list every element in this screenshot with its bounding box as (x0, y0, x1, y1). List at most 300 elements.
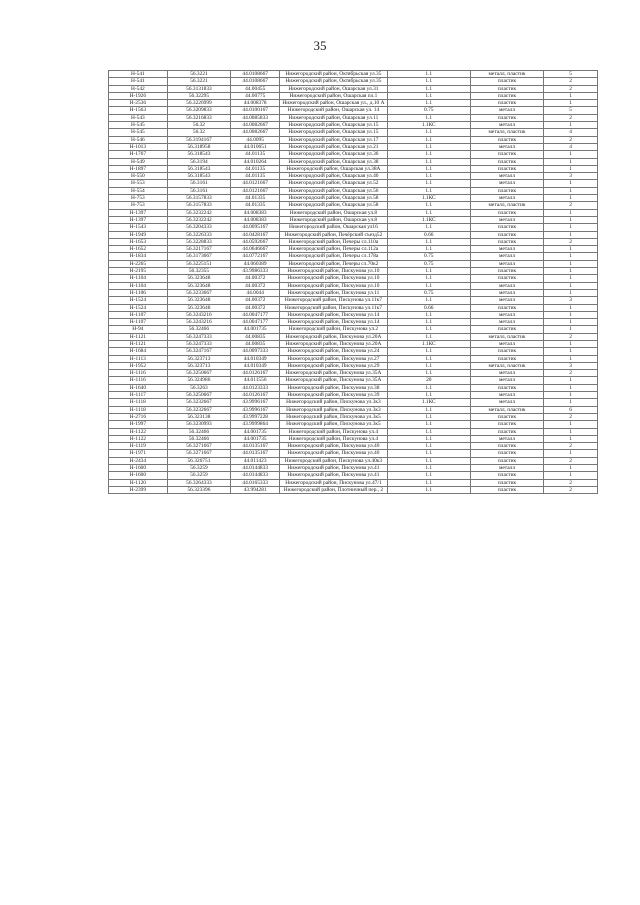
volume-cell: 0.75 (387, 289, 470, 296)
count-cell: 5 (544, 107, 598, 114)
site-id-cell: Н-1897 (109, 165, 168, 172)
volume-cell: 1.1 (387, 209, 470, 216)
table-row (109, 136, 598, 143)
table-row (109, 472, 598, 479)
volume-cell: 1.1 (387, 202, 470, 209)
site-id-cell: Н-546 (109, 136, 168, 143)
address-cell: Нижегородский район, Пискунова ул.10 (280, 275, 388, 282)
site-id-cell: Н-1997 (109, 421, 168, 428)
volume-cell: 1.1 (387, 355, 470, 362)
material-cell: металл, пластик (470, 362, 543, 369)
address-cell: Нижегородский район, Пискунова ул.35А (280, 370, 388, 377)
material-cell: металл (470, 297, 543, 304)
volume-cell: 1.1 (387, 370, 470, 377)
volume-cell: 1.1КС (387, 195, 470, 202)
longitude-cell: 44.0428167 (231, 231, 280, 238)
site-id-cell: Н-1107 (109, 319, 168, 326)
site-id-cell: Н-1600 (109, 472, 168, 479)
count-cell: 1 (544, 450, 598, 457)
table-row (109, 165, 598, 172)
volume-cell: 1.1 (387, 143, 470, 150)
count-cell: 1 (544, 268, 598, 275)
longitude-cell: 44.0592667 (231, 238, 280, 245)
material-cell: пластик (470, 275, 543, 282)
site-id-cell: Н-1524 (109, 297, 168, 304)
material-cell: пластик (470, 187, 543, 194)
count-cell: 1 (544, 421, 598, 428)
count-cell: 1 (544, 151, 598, 158)
material-cell: металл, пластик (470, 71, 543, 78)
latitude-cell: 56.3264333 (167, 479, 231, 486)
volume-cell: 1.1 (387, 187, 470, 194)
count-cell: 4 (544, 143, 598, 150)
address-cell: Нижегородский район, Пискунова ул.10 (280, 282, 388, 289)
material-cell: пластик (470, 85, 543, 92)
material-cell: пластик (470, 238, 543, 245)
latitude-cell: 56.3271667 (167, 443, 231, 450)
address-cell: Нижегородский район, Печёрский съезд52 (280, 231, 388, 238)
address-cell: Нижегородский район, Пискунова ул.11 (280, 289, 388, 296)
table-row (109, 443, 598, 450)
volume-cell: 1.1 (387, 78, 470, 85)
address-cell: Нижегородский район, Ошарская ул.31 (280, 85, 388, 92)
site-id-cell: Н-1600 (109, 465, 168, 472)
address-cell: Нижегородский район, Пискунова ул.4 (280, 435, 388, 442)
site-id-cell: Н-1106 (109, 289, 168, 296)
material-cell: металл (470, 253, 543, 260)
site-id-cell: Н-1834 (109, 253, 168, 260)
count-cell: 6 (544, 406, 598, 413)
material-cell: металл (470, 282, 543, 289)
table-row (109, 297, 598, 304)
latitude-cell: 56.3161 (167, 187, 231, 194)
table-row (109, 399, 598, 406)
material-cell: пластик (470, 355, 543, 362)
table-row (109, 173, 598, 180)
address-cell: Нижегородский район, Ошарская ул.8 (280, 209, 388, 216)
table-row (109, 260, 598, 267)
latitude-cell: 56.32 (167, 122, 231, 129)
count-cell: 2 (544, 333, 598, 340)
count-cell: 1 (544, 392, 598, 399)
address-cell: Нижегородский район, Пискунова ул.29 (280, 362, 388, 369)
count-cell: 1 (544, 209, 598, 216)
material-cell: пластик (470, 384, 543, 391)
site-id-cell: Н-1118 (109, 406, 168, 413)
site-id-cell: Н-2265 (109, 260, 168, 267)
site-id-cell: Н-1013 (109, 143, 168, 150)
address-cell: Нижегородский район, Пискунова ул.3к3 (280, 399, 388, 406)
material-cell: металл (470, 319, 543, 326)
count-cell: 1 (544, 282, 598, 289)
volume-cell: 1.1 (387, 100, 470, 107)
table-row (109, 362, 598, 369)
address-cell: Нижегородский район, Печеры сл.70к2 (280, 260, 388, 267)
latitude-cell: 56.323713 (167, 362, 231, 369)
volume-cell: 1.1 (387, 465, 470, 472)
table-row (109, 107, 598, 114)
site-id-cell: Н-1107 (109, 311, 168, 318)
material-cell: пластик (470, 268, 543, 275)
longitude-cell: 44.0100167 (231, 107, 280, 114)
material-cell: пластик (470, 413, 543, 420)
volume-cell: 0.75 (387, 260, 470, 267)
material-cell: металл (470, 465, 543, 472)
count-cell: 1 (544, 377, 598, 384)
volume-cell: 1.1 (387, 246, 470, 253)
latitude-cell: 56.3228833 (167, 238, 231, 245)
table-row (109, 209, 598, 216)
count-cell: 1 (544, 100, 598, 107)
latitude-cell: 56.3233667 (167, 289, 231, 296)
latitude-cell: 56.3204333 (167, 224, 231, 231)
volume-cell: 1.1 (387, 114, 470, 121)
page-number: 35 (313, 38, 327, 53)
address-cell: Нижегородский район, Ошарская ул. 14 (280, 107, 388, 114)
longitude-cell: 44.001735 (231, 326, 280, 333)
volume-cell: 1.1 (387, 319, 470, 326)
count-cell: 1 (544, 158, 598, 165)
table-row (109, 465, 598, 472)
container-sites-table (108, 70, 598, 494)
latitude-cell: 56.323648 (167, 282, 231, 289)
address-cell: Нижегородский район, Пискунова ул.27 (280, 355, 388, 362)
longitude-cell: 44.0772167 (231, 253, 280, 260)
address-cell: Нижегородский район, Ошарская пл.1 (280, 92, 388, 99)
address-cell: Нижегородский район, Пискунова ул.3к5 (280, 413, 388, 420)
material-cell: металл (470, 216, 543, 223)
longitude-cell: 44.010264 (231, 158, 280, 165)
count-cell: 2 (544, 479, 598, 486)
latitude-cell: 56.3131833 (167, 85, 231, 92)
count-cell: 1 (544, 260, 598, 267)
address-cell: Нижегородский район, Пискунова ул.35А (280, 377, 388, 384)
site-id-cell: Н-1104 (109, 275, 168, 282)
count-cell: 1 (544, 275, 598, 282)
address-cell: Нижегородский район, Пискунова ул.3к3 (280, 406, 388, 413)
site-id-cell: Н-753 (109, 195, 168, 202)
volume-cell: 1.1 (387, 85, 470, 92)
latitude-cell: 56.3225151 (167, 260, 231, 267)
longitude-cell: 44.01335 (231, 202, 280, 209)
site-id-cell: Н-541 (109, 78, 168, 85)
volume-cell: 1.1 (387, 158, 470, 165)
site-id-cell: Н-1767 (109, 151, 168, 158)
longitude-cell: 44.060389 (231, 260, 280, 267)
table-row (109, 85, 598, 92)
address-cell: Нижегородский район, Октябрьская ул.35 (280, 78, 388, 85)
longitude-cell: 44.0044 (231, 289, 280, 296)
address-cell: Нижегородский район, Пискунова ул.10 (280, 268, 388, 275)
count-cell: 1 (544, 399, 598, 406)
site-id-cell: Н-1119 (109, 443, 168, 450)
material-cell: пластик (470, 224, 543, 231)
latitude-cell: 56.323713 (167, 355, 231, 362)
volume-cell: 1.1 (387, 173, 470, 180)
site-id-cell: Н-1104 (109, 282, 168, 289)
address-cell: Нижегородский район, Пискунова ул.20А (280, 333, 388, 340)
site-id-cell: Н-1122 (109, 428, 168, 435)
address-cell: Нижегородский район, Октябрьская ул.35 (280, 71, 388, 78)
table-row (109, 129, 598, 136)
site-id-cell: Н-1949 (109, 231, 168, 238)
volume-cell: 1.1 (387, 268, 470, 275)
count-cell: 1 (544, 326, 598, 333)
longitude-cell: 44.0646667 (231, 246, 280, 253)
volume-cell: 1.1 (387, 450, 470, 457)
volume-cell: 1.1 (387, 413, 470, 420)
latitude-cell: 56.323138 (167, 413, 231, 420)
address-cell: Нижегородский район, Ошарская ул.11 (280, 114, 388, 121)
address-cell: Нижегородский район, Пискунова ул.47/1 (280, 479, 388, 486)
count-cell: 2 (544, 136, 598, 143)
count-cell: 1 (544, 180, 598, 187)
longitude-cell: 44.00835 (231, 340, 280, 347)
table-row (109, 100, 598, 107)
site-id-cell: Н-1524 (109, 304, 168, 311)
address-cell: Нижегородский район, Пискунова ул.40 (280, 450, 388, 457)
address-cell: Нижегородский район, Пискунова ул.41 (280, 465, 388, 472)
table-row (109, 377, 598, 384)
longitude-cell: 44.01135 (231, 173, 280, 180)
longitude-cell: 44.0123333 (231, 384, 280, 391)
address-cell: Нижегородский район, Ошарская ул.38А (280, 165, 388, 172)
table-row (109, 114, 598, 121)
latitude-cell: 56.3161 (167, 180, 231, 187)
longitude-cell: 44.0121667 (231, 187, 280, 194)
table-row (109, 246, 598, 253)
longitude-cell: 44.0095167 (231, 224, 280, 231)
table-row (109, 122, 598, 129)
material-cell: металл (470, 340, 543, 347)
latitude-cell: 56.3250667 (167, 370, 231, 377)
table-row (109, 151, 598, 158)
latitude-cell: 56.32466 (167, 428, 231, 435)
latitude-cell: 56.3194 (167, 158, 231, 165)
address-cell: Нижегородский район, Пискунова ул.11к7 (280, 304, 388, 311)
address-cell: Нижегородский район, Ошарская ул.58 (280, 195, 388, 202)
longitude-cell: 44.0097333 (231, 348, 280, 355)
count-cell: 1 (544, 253, 598, 260)
count-cell: 1 (544, 246, 598, 253)
site-id-cell: Н-541 (109, 71, 168, 78)
count-cell: 1 (544, 428, 598, 435)
latitude-cell: 56.32355 (167, 268, 231, 275)
count-cell: 1 (544, 311, 598, 318)
latitude-cell: 56.3157833 (167, 202, 231, 209)
latitude-cell: 56.3226999 (167, 100, 231, 107)
site-id-cell: Н-2434 (109, 457, 168, 464)
address-cell: Нижегородский район, Ошарская ул.36 (280, 151, 388, 158)
site-id-cell: Н-1116 (109, 377, 168, 384)
table-row (109, 340, 598, 347)
volume-cell: 1.1 (387, 472, 470, 479)
material-cell: пластик (470, 457, 543, 464)
latitude-cell: 56.3226333 (167, 231, 231, 238)
volume-cell: 1.1 (387, 136, 470, 143)
site-id-cell: Н-1653 (109, 238, 168, 245)
material-cell: пластик (470, 231, 543, 238)
longitude-cell: 44.00372 (231, 275, 280, 282)
material-cell: металл, пластик (470, 333, 543, 340)
address-cell: Нижегородский район, Ошарская ул.38 (280, 158, 388, 165)
site-id-cell: Н-1113 (109, 355, 168, 362)
latitude-cell: 56.318543 (167, 151, 231, 158)
material-cell: металл (470, 399, 543, 406)
count-cell: 1 (544, 340, 598, 347)
latitude-cell: 56.3232667 (167, 406, 231, 413)
table-row (109, 413, 598, 420)
count-cell: 2 (544, 413, 598, 420)
address-cell: Нижегородский район, Пискунова ул.11к7 (280, 297, 388, 304)
longitude-cell: 44.00455 (231, 85, 280, 92)
latitude-cell: 56.3271667 (167, 450, 231, 457)
material-cell: пластик (470, 92, 543, 99)
volume-cell: 0.75 (387, 107, 470, 114)
latitude-cell: 56.3157833 (167, 195, 231, 202)
address-cell: Нижегородский район, Пискунова ул.3к5 (280, 421, 388, 428)
longitude-cell: 44.001735 (231, 435, 280, 442)
count-cell: 2 (544, 114, 598, 121)
longitude-cell: 44.010349 (231, 362, 280, 369)
material-cell: пластик (470, 348, 543, 355)
volume-cell: 1.1 (387, 71, 470, 78)
volume-cell: 1.1 (387, 151, 470, 158)
count-cell: 1 (544, 319, 598, 326)
count-cell: 1 (544, 384, 598, 391)
site-id-cell: Н-1116 (109, 370, 168, 377)
table-row (109, 92, 598, 99)
volume-cell: 1.1 (387, 224, 470, 231)
table-row (109, 238, 598, 245)
material-cell: пластик (470, 136, 543, 143)
volume-cell: 1.1 (387, 443, 470, 450)
volume-cell: 0.66 (387, 304, 470, 311)
table-row (109, 143, 598, 150)
table-row (109, 216, 598, 223)
latitude-cell: 56.32466 (167, 326, 231, 333)
longitude-cell: 44.0047177 (231, 319, 280, 326)
table-row (109, 304, 598, 311)
address-cell: Нижегородский район, Печеры сл.110а (280, 238, 388, 245)
table-row (109, 268, 598, 275)
material-cell: пластик (470, 209, 543, 216)
material-cell: металл (470, 180, 543, 187)
latitude-cell: 56.3263 (167, 384, 231, 391)
volume-cell: 1.1 (387, 129, 470, 136)
site-id-cell: Н-1543 (109, 224, 168, 231)
address-cell: Нижегородский район, Ошарская ул.17 (280, 136, 388, 143)
volume-cell: 20 (387, 377, 470, 384)
count-cell: 1 (544, 465, 598, 472)
site-id-cell: Н-1118 (109, 399, 168, 406)
longitude-cell: 43.9997228 (231, 413, 280, 420)
table-row (109, 384, 598, 391)
site-id-cell: Н-2195 (109, 268, 168, 275)
longitude-cell: 44.00372 (231, 297, 280, 304)
address-cell: Нижегородский район, Печеры сл.112а (280, 246, 388, 253)
address-cell: Нижегородский район, Пискунова ул.39 (280, 392, 388, 399)
count-cell: 2 (544, 202, 598, 209)
count-cell: 1 (544, 122, 598, 129)
count-cell: 1 (544, 216, 598, 223)
material-cell: металл (470, 260, 543, 267)
volume-cell: 1.1КС (387, 122, 470, 129)
material-cell: пластик (470, 78, 543, 85)
count-cell: 1 (544, 195, 598, 202)
table-row (109, 187, 598, 194)
latitude-cell: 56.32 (167, 129, 231, 136)
longitude-cell: 44.00835 (231, 333, 280, 340)
address-cell: Нижегородский район, Ошарская ул.40 (280, 173, 388, 180)
address-cell: Нижегородский район, Пискунова ул.24 (280, 348, 388, 355)
longitude-cell: 44.0047177 (231, 311, 280, 318)
material-cell: металл (470, 377, 543, 384)
count-cell: 3 (544, 173, 598, 180)
volume-cell: 1.1КС (387, 340, 470, 347)
address-cell: Нижегородский район, Ошарская ул., д.10 А (280, 100, 388, 107)
longitude-cell: 44.00372 (231, 304, 280, 311)
material-cell: металл (470, 370, 543, 377)
table-row (109, 457, 598, 464)
latitude-cell: 56.3230993 (167, 421, 231, 428)
longitude-cell: 44.0085833 (231, 114, 280, 121)
address-cell: Нижегородский район, Пискунова ул.2 (280, 326, 388, 333)
latitude-cell: 56.323648 (167, 304, 231, 311)
count-cell: 1 (544, 165, 598, 172)
longitude-cell: 44.0144833 (231, 472, 280, 479)
site-id-cell: Н-554 (109, 187, 168, 194)
count-cell: 1 (544, 348, 598, 355)
latitude-cell: 56.323396 (167, 486, 231, 493)
table-row (109, 435, 598, 442)
volume-cell: 1.1 (387, 479, 470, 486)
latitude-cell: 56.3250667 (167, 392, 231, 399)
material-cell: пластик (470, 443, 543, 450)
material-cell: пластик (470, 114, 543, 121)
longitude-cell: 44.0126167 (231, 392, 280, 399)
table-row (109, 78, 598, 85)
volume-cell: 1.1 (387, 435, 470, 442)
longitude-cell: 43.994281 (231, 486, 280, 493)
latitude-cell: 56.32295 (167, 92, 231, 99)
latitude-cell: 56.3209833 (167, 107, 231, 114)
material-cell: пластик (470, 472, 543, 479)
site-id-cell: Н-2536 (109, 100, 168, 107)
address-cell: Нижегородский район, Пискунова ул.14 (280, 319, 388, 326)
site-id-cell: Н-1640 (109, 384, 168, 391)
count-cell: 2 (544, 78, 598, 85)
longitude-cell: 44.0082667 (231, 122, 280, 129)
longitude-cell: 44.008383 (231, 216, 280, 223)
latitude-cell: 56.324986 (167, 377, 231, 384)
material-cell: пластик (470, 304, 543, 311)
material-cell: металл (470, 246, 543, 253)
longitude-cell: 43.9996167 (231, 406, 280, 413)
site-id-cell: Н-545 (109, 122, 168, 129)
longitude-cell: 43.9986333 (231, 268, 280, 275)
latitude-cell: 56.323648 (167, 297, 231, 304)
latitude-cell: 56.318958 (167, 143, 231, 150)
table-row (109, 282, 598, 289)
table-row (109, 370, 598, 377)
latitude-cell: 56.318543 (167, 173, 231, 180)
address-cell: Нижегородский район, Ошарская ул.58 (280, 202, 388, 209)
latitude-cell: 56.3173667 (167, 253, 231, 260)
material-cell: пластик (470, 486, 543, 493)
count-cell: 4 (544, 129, 598, 136)
table-row (109, 392, 598, 399)
